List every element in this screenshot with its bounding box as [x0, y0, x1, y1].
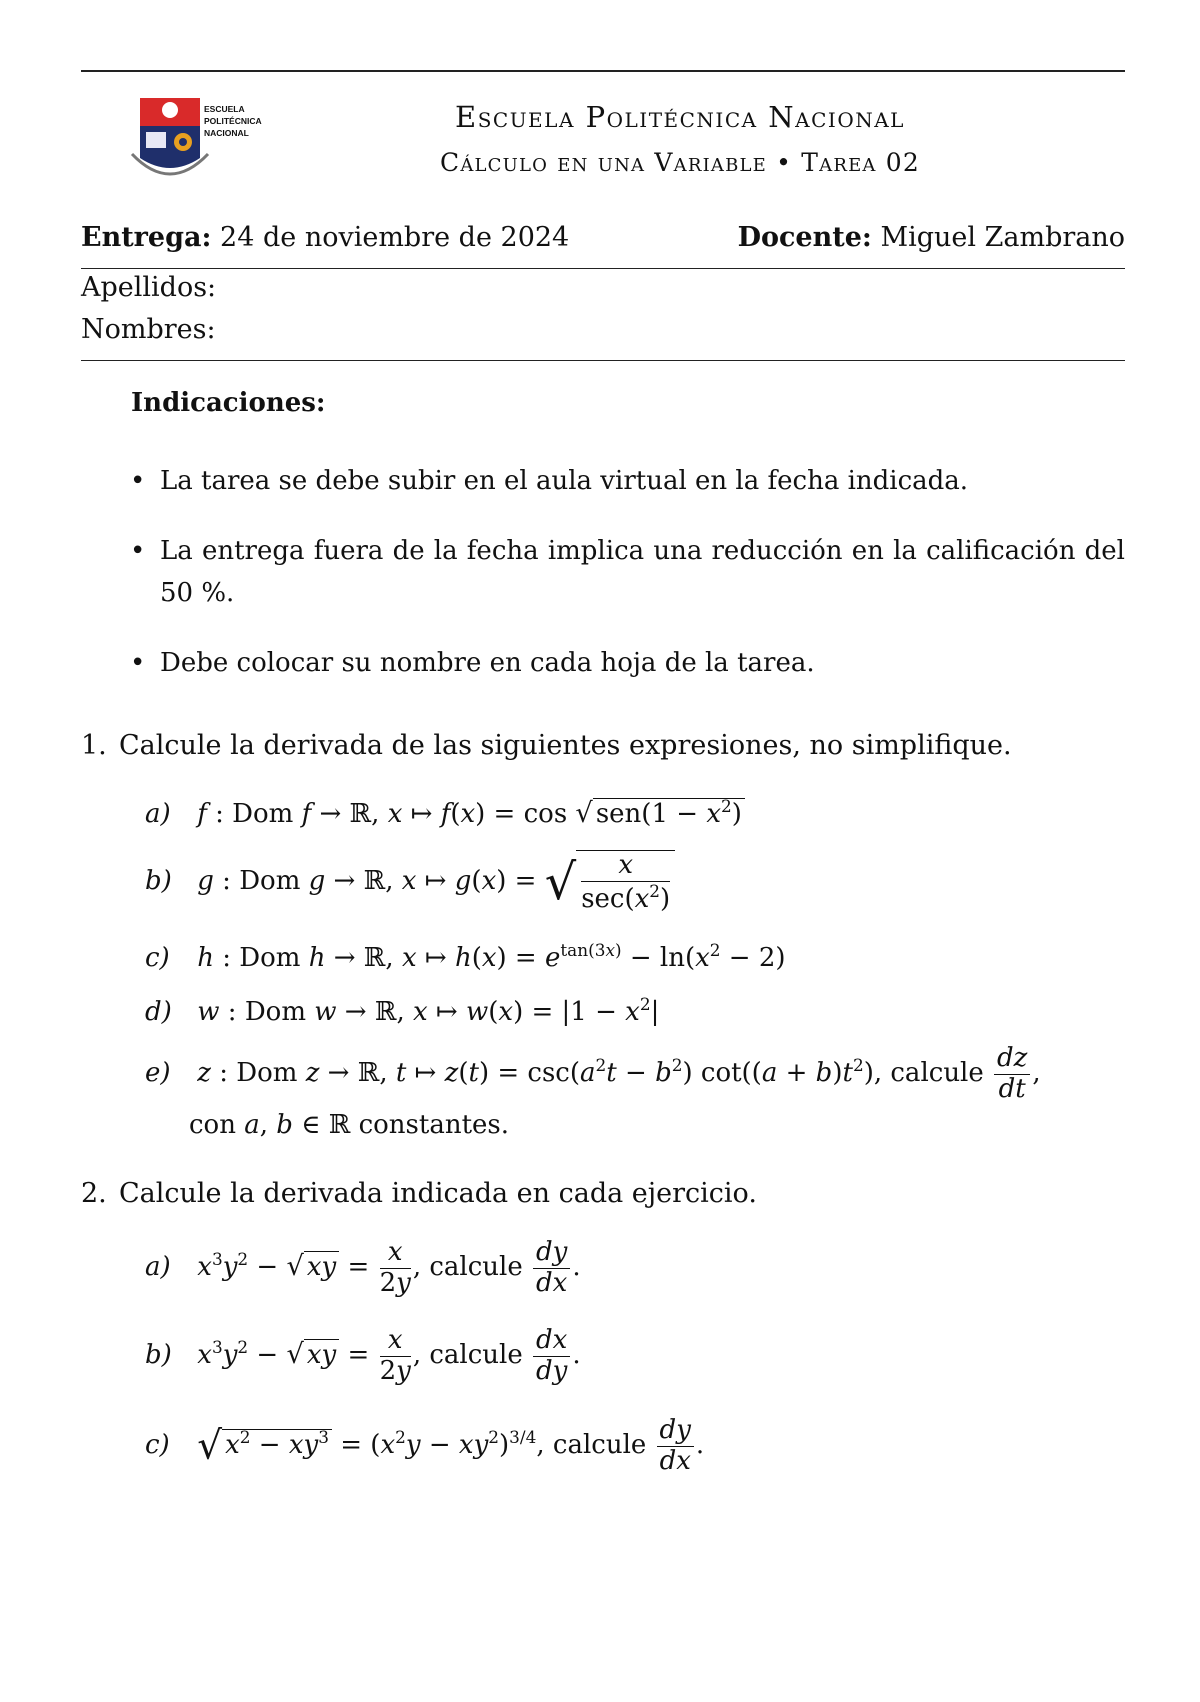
- meta-rule: [81, 268, 1125, 269]
- svg-text:NACIONAL: NACIONAL: [204, 128, 249, 138]
- course-title: Cálculo en una Variable • Tarea 02: [440, 148, 920, 177]
- name-label: Nombres:: [81, 314, 216, 345]
- list-item: • La entrega fuera de la fecha implica una reducción en la calificación del 50 %.: [130, 530, 1125, 614]
- due-date: [81, 222, 569, 253]
- exercise-1a: a) f : Dom f → ℝ, x ↦ f(x) = cos √ $sen(1 - x^2)$: [145, 796, 745, 829]
- exercise-1c: c) h : Dom h → ℝ, x ↦ $h(x) = e^{tan(3x)} - \ln(x^2 - 2)$: [145, 940, 786, 974]
- indications-title: Indicaciones:: [131, 388, 326, 418]
- exercise-2a: a) $x^3y^2$ − √ xy = $\frac{x}{2y}$ , calcule $\frac{dy}{dx}$ .: [145, 1237, 581, 1298]
- exercise-1e-continuation: con a, b ∈ ℝ constantes.: [189, 1110, 510, 1140]
- indications-list: [130, 460, 1125, 712]
- problem-number: 2.: [81, 1178, 107, 1209]
- top-rule: [81, 70, 1125, 72]
- teacher-label: Docente:: [737, 222, 872, 253]
- teacher: [738, 222, 1125, 253]
- list-item: • Debe colocar su nombre en cada hoja de la tarea.: [130, 642, 1125, 684]
- exercise-1e: e) z : Dom z → ℝ, t ↦ $z(t) = \csc(a^2t - b^2) \cot((a + b)t^2)$, calcule $\frac{dz}{dt}$ ,: [145, 1043, 1041, 1104]
- exercise-2c: c) √ $x^2 - xy^3 = (x^2y - xy^2)^{3/4}$, calcule $\frac{dy}{dx}$ .: [145, 1415, 705, 1476]
- school-name: Escuela Politécnica Nacional: [455, 100, 905, 134]
- teacher-value: Miguel Zambrano: [880, 222, 1125, 253]
- due-label: Entrega:: [81, 222, 212, 253]
- problem-statement: Calcule la derivada indicada en cada ejercicio.: [119, 1178, 757, 1209]
- problem-2: [81, 1178, 757, 1209]
- school-logo: [128, 94, 278, 190]
- exercise-1d: d) w : Dom w → ℝ, x ↦ $w(x) = |1 - x^2|$: [145, 994, 660, 1028]
- svg-text:ESCUELA: ESCUELA: [204, 104, 245, 114]
- exercise-2b: b) $x^3y^2$ − √ xy = $\frac{x}{2y}$ , calcule $\frac{dx}{dy}$ .: [145, 1325, 581, 1386]
- surname-label: Apellidos:: [81, 272, 217, 303]
- student-rule: [81, 360, 1125, 361]
- list-item: • La tarea se debe subir en el aula virtual en la fecha indicada.: [130, 460, 1125, 502]
- svg-text:POLITÉCNICA: POLITÉCNICA: [204, 116, 262, 126]
- problem-1: [81, 730, 1012, 761]
- exercise-1b: b) g : Dom g → ℝ, x ↦ g(x) = √ $\frac{x}{\sec(x^2)}$: [145, 850, 675, 915]
- due-value: 24 de noviembre de 2024: [220, 222, 570, 253]
- problem-number: 1.: [81, 730, 107, 761]
- problem-statement: Calcule la derivada de las siguientes expresiones, no simplifique.: [119, 730, 1012, 761]
